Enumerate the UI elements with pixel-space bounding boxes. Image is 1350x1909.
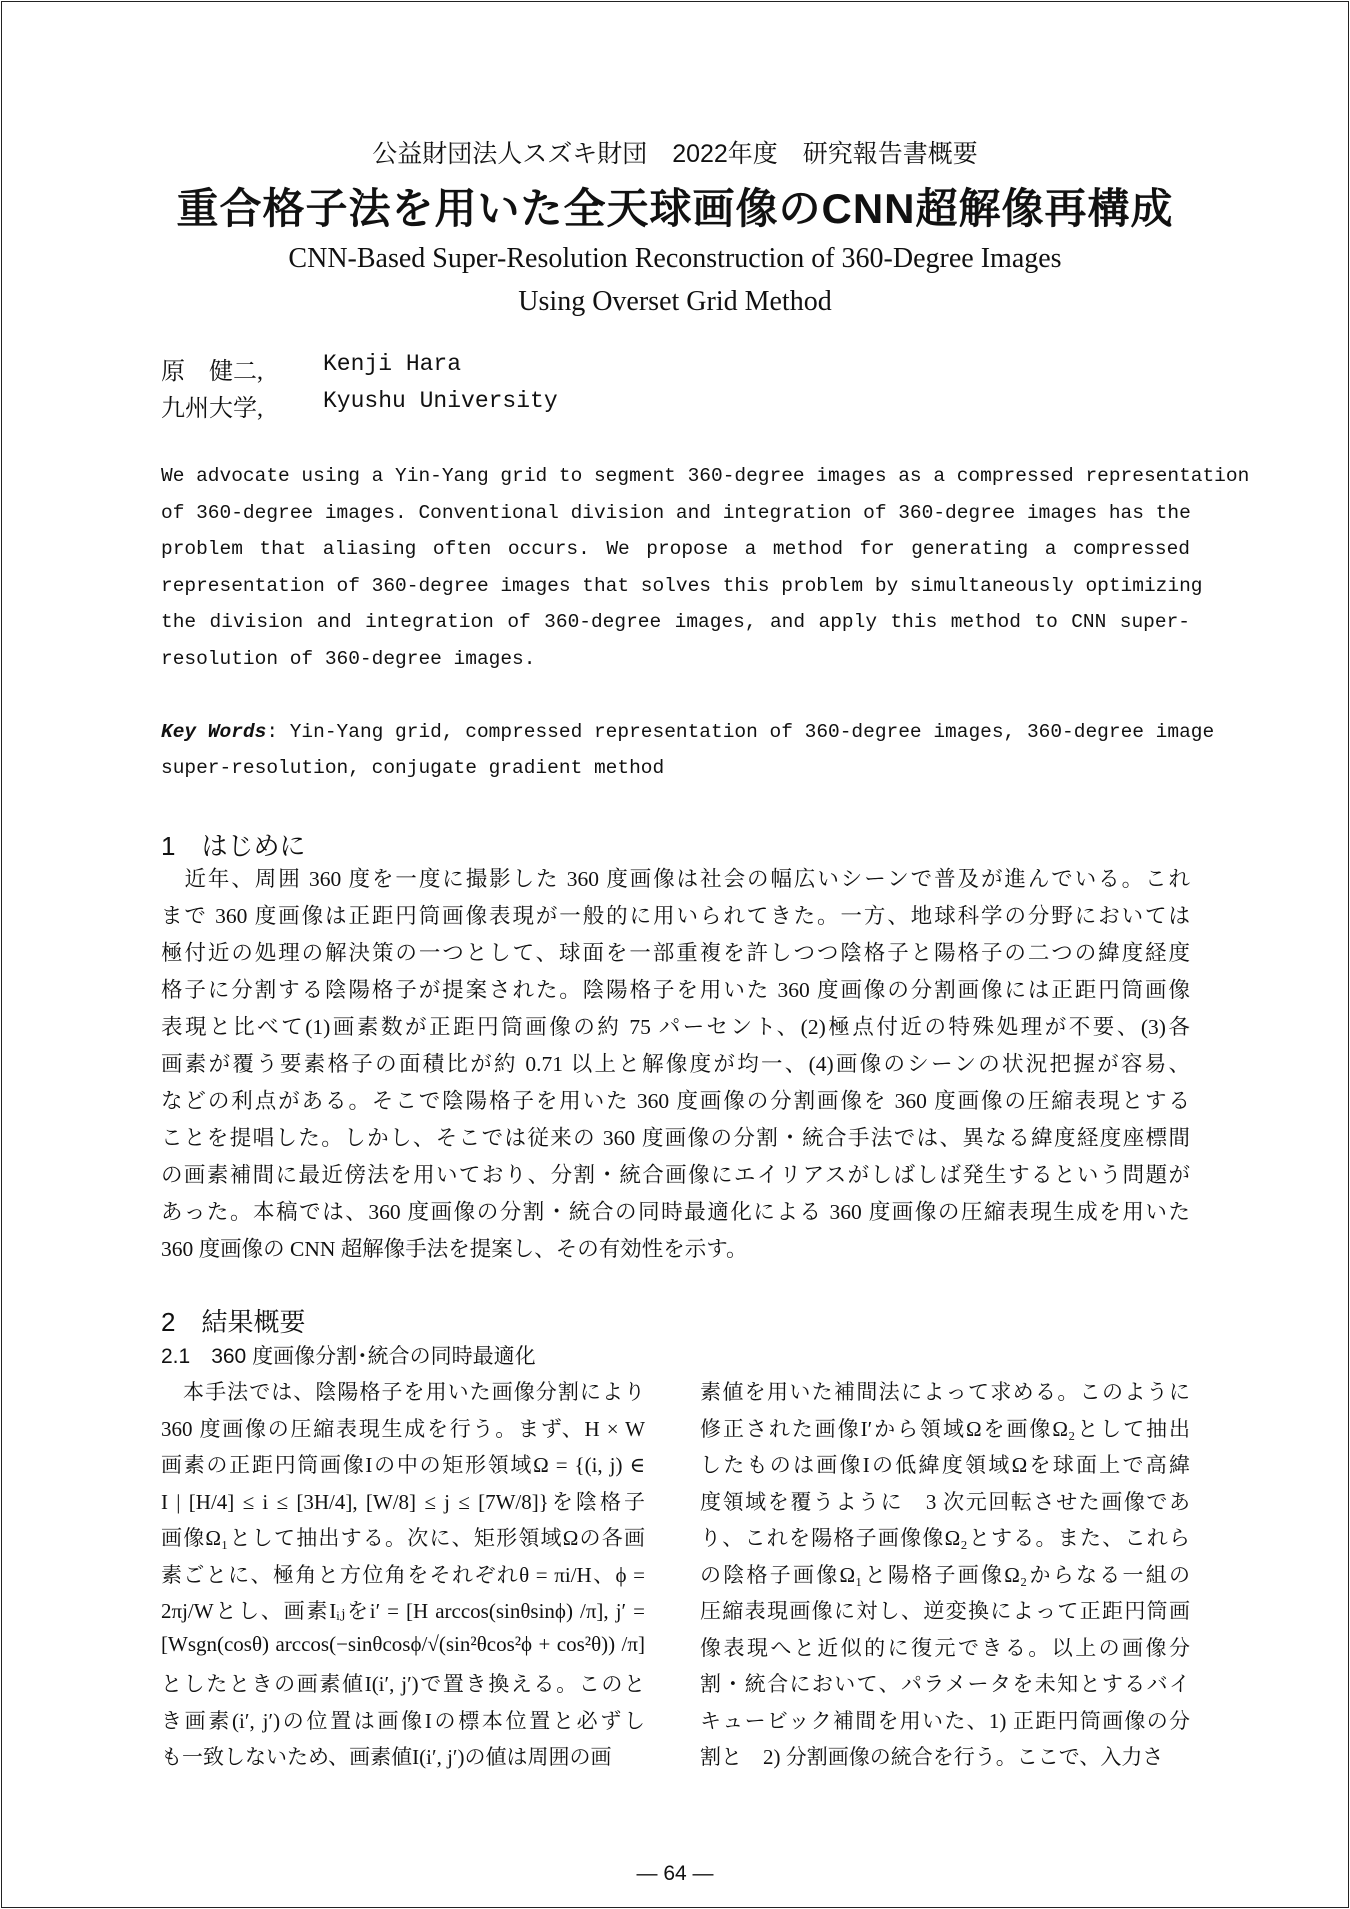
abstract-line: of 360-degree images. Conventional division and integration of 360-degree images has the — [161, 501, 1191, 524]
author-name-ja: 九州大学, — [161, 396, 263, 422]
author-name-en: Kyushu University — [323, 388, 558, 414]
column-line: 画素の正距円筒画像Iの中の矩形領域Ω = {(i, j) ∈ — [161, 1453, 645, 1477]
column-line: 度領域を覆うように 3 次元回転させた画像であ — [700, 1489, 1190, 1514]
paper-title-ja: 重合格子法を用いた全天球画像のCNN超解像再構成 — [176, 185, 1174, 232]
report-series-header: 公益財団法人スズキ財団 2022年度 研究報告書概要 — [372, 140, 978, 168]
abstract-line: representation of 360-degree images that solves this problem by simultaneously optimizing — [161, 574, 1203, 597]
column-line: 割と 2) 分割画像の統合を行う。ここで、入力さ — [700, 1745, 1164, 1769]
body-line: 近年、周囲 360 度を一度に撮影した 360 度画像は社会の幅広いシーンで普及が進んでいる。これ — [161, 867, 1190, 891]
column-line: り、これを陽格子画像像Ω₂とする。また、これら — [700, 1526, 1190, 1550]
column-line: 割・統合において、パラメータを未知とするバイ — [700, 1672, 1190, 1696]
section-heading-2: 2 結果概要 — [161, 1307, 306, 1337]
paper-title-en-line1: CNN-Based Super-Resolution Reconstruction of 360-Degree Images — [288, 243, 1062, 274]
column-line: 像表現へと近似的に復元できる。以上の画像分 — [700, 1635, 1190, 1660]
column-line: [Wsgn(cosθ) arccos(−sinθcosϕ/√(sin²θcos²ϕ + cos²θ)) /π] — [161, 1631, 645, 1656]
author-name-ja: 原 健二, — [161, 359, 263, 385]
body-line: ことを提唱した。しかし、そこでは従来の 360 度画像の分割・統合手法では、異なる緯度経度座標間 — [161, 1126, 1190, 1150]
keywords-line1 — [161, 721, 1215, 743]
subsection-heading-2-1: 2.1 360 度画像分割･統合の同時最適化 — [161, 1345, 536, 1368]
column-line: したものは画像Iの低緯度領域Ωを球面上で高緯 — [700, 1453, 1190, 1477]
body-line: 360 度画像の CNN 超解像手法を提案し、その有効性を示す。 — [161, 1237, 748, 1261]
body-line: 格子に分割する陰陽格子が提案された。陰陽格子を用いた 360 度画像の分割画像には正距円筒画像 — [161, 978, 1190, 1002]
column-line: き画素(i′, j′)の位置は画像Iの標本位置と必ずし — [161, 1708, 645, 1733]
author-name-en: Kenji Hara — [323, 351, 462, 377]
column-line: 360 度画像の圧縮表現生成を行う。まず、H × W — [161, 1416, 645, 1441]
column-line: の陰格子画像Ω₁と陽格子画像Ω₂からなる一組の — [700, 1562, 1190, 1587]
page-number: — 64 — — [636, 1862, 714, 1885]
keywords-line2: super-resolution, conjugate gradient method — [161, 757, 665, 779]
column-line: 本手法では、陰陽格子を用いた画像分割により — [161, 1380, 645, 1404]
column-line: 2πj/Wとし、画素Iᵢⱼをi′ = [H arccos(sinθsinϕ) /π], j′ = — [161, 1599, 645, 1623]
column-line: も一致しないため、画素値I(i′, j′)の値は周囲の画 — [161, 1745, 612, 1769]
section-heading-1: 1 はじめに — [161, 831, 306, 861]
body-line: 極付近の処理の解決策の一つとして、球面を一部重複を許しつつ陰格子と陽格子の二つの緯度経度 — [161, 941, 1190, 965]
abstract-line: We advocate using a Yin-Yang grid to segment 360-degree images as a compressed representation — [161, 465, 1250, 487]
column-line: 圧縮表現画像に対し、逆変換によって正距円筒画 — [700, 1599, 1190, 1623]
column-line: 素ごとに、極角と方位角をそれぞれθ = πi/H、ϕ = — [161, 1562, 645, 1587]
abstract-line: the division and integration of 360-degree images, and apply this method to CNN super- — [161, 611, 1190, 633]
abstract-line: resolution of 360-degree images. — [161, 647, 536, 670]
column-line: 画像Ω₁として抽出する。次に、矩形領域Ωの各画 — [161, 1526, 645, 1550]
body-line: などの利点がある。そこで陰陽格子を用いた 360 度画像の分割画像を 360 度画像の圧縮表現とする — [161, 1089, 1190, 1113]
body-line: まで 360 度画像は正距円筒画像表現が一般的に用いられてきた。一方、地球科学の分野においては — [161, 904, 1190, 928]
column-line: I | [H/4] ≤ i ≤ [3H/4], [W/8] ≤ j ≤ [7W/8]}を陰格子 — [161, 1489, 645, 1514]
paper-title-en-line2: Using Overset Grid Method — [518, 286, 832, 317]
body-line: の画素補間に最近傍法を用いており、分割・統合画像にエイリアスがしばしば発生するという問題が — [161, 1163, 1190, 1187]
keywords-label: Key Words — [161, 721, 267, 743]
body-line: あった。本稿では、360 度画像の分割・統合の同時最適化による 360 度画像の圧縮表現生成を用いた — [161, 1200, 1190, 1224]
column-line: 修正された画像I′から領域Ωを画像Ω₂として抽出 — [700, 1416, 1190, 1441]
body-line: 表現と比べて(1)画素数が正距円筒画像の約 75 パーセント、(2)極点付近の特殊処理が不要、(3)各 — [161, 1015, 1190, 1039]
keywords-text: : Yin-Yang grid, compressed representation of 360-degree images, 360-degree image — [266, 721, 1215, 743]
column-line: キュービック補間を用いた、1) 正距円筒画像の分 — [700, 1708, 1190, 1733]
column-line: 素値を用いた補間法によって求める。このように — [700, 1380, 1190, 1404]
abstract-line: problem that aliasing often occurs. We propose a method for generating a compressed — [161, 538, 1190, 560]
column-line: としたときの画素値I(i′, j′)で置き換える。このと — [161, 1672, 645, 1696]
body-line: 画素が覆う要素格子の面積比が約 0.71 以上と解像度が均一、(4)画像のシーンの状況把握が容易、 — [161, 1052, 1190, 1076]
